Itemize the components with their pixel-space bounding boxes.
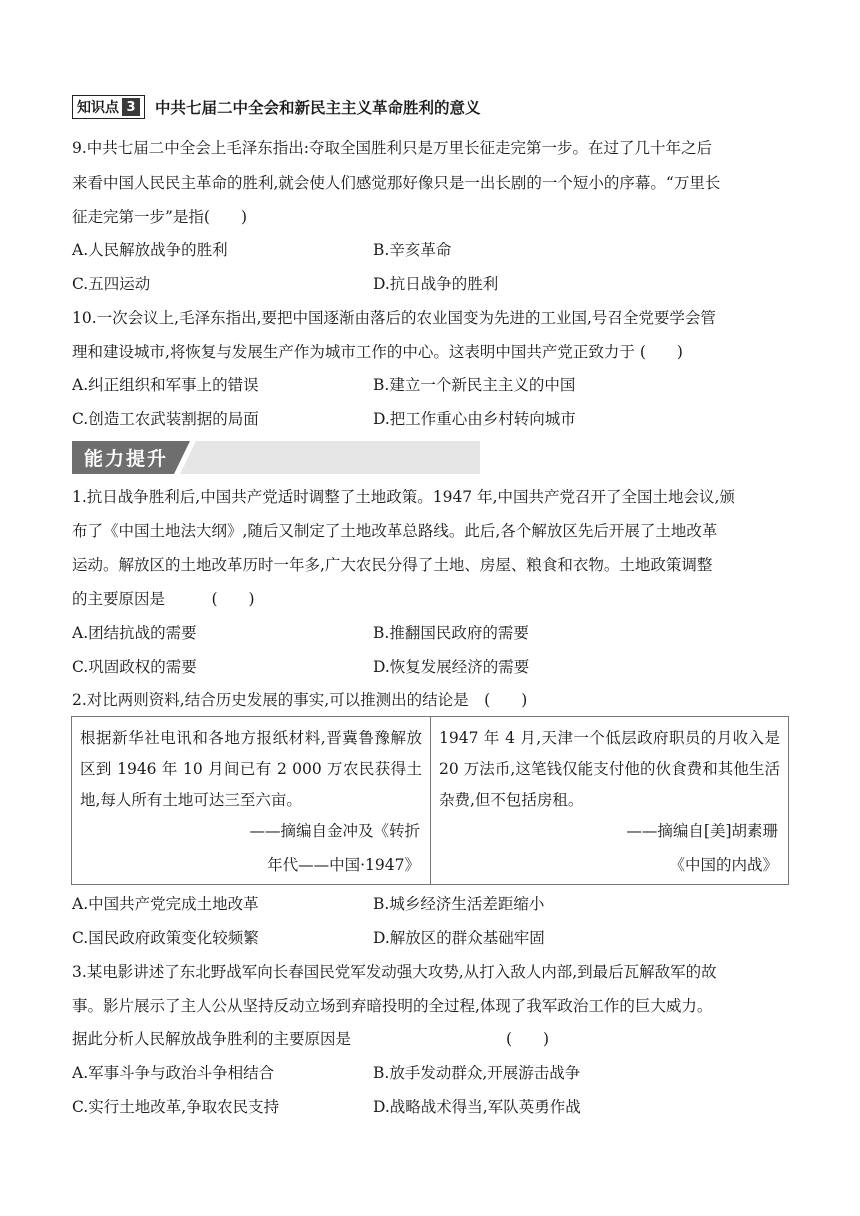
q10-option-d[interactable]: D.把工作重心由乡村转向城市 [373,410,576,428]
section-title: 能力提升 [84,448,169,470]
knowledge-point-badge [72,95,145,119]
knowledge-point-badge-label: 知识点 [77,100,119,116]
p1-option-d[interactable]: D.恢复发展经济的需要 [373,658,530,676]
p2-option-d[interactable]: D.解放区的群众基础牢固 [373,929,545,947]
q9-option-d[interactable]: D.抗日战争的胜利 [373,275,499,293]
p3-option-b[interactable]: B.放手发动群众,开展游击战争 [373,1064,581,1082]
p1-stem-line-3: 运动。解放区的土地改革历时一年多,广大农民分得了土地、房屋、粮食和衣物。土地政策调整 [72,556,713,574]
knowledge-point-header [72,95,481,119]
p2-option-c[interactable]: C.国民政府政策变化较频繁 [72,929,259,947]
q10-stem-line-2: 理和建设城市,将恢复与发展生产作为城市工作的中心。这表明中国共产党正致力于 ( ) [72,343,683,361]
source-material-table [71,716,789,885]
p1-stem-line-4: 的主要原因是 ( ) [72,590,255,608]
q9-stem-line-1: 9.中共七届二中全会上毛泽东指出:夺取全国胜利只是万里长征走完第一步。在过了几十年之后 [72,139,713,157]
source-material-right [430,717,788,884]
p1-stem-line-1: 1.抗日战争胜利后,中国共产党适时调整了土地政策。1947 年,中国共产党召开了全国土地会议,颁 [72,488,735,506]
q9-option-a[interactable]: A.人民解放战争的胜利 [72,241,228,259]
p3-option-d[interactable]: D.战略战术得当,军队英勇作战 [373,1098,581,1116]
p3-stem-line-2: 事。影片展示了主人公从坚持反动立场到弃暗投明的全过程,体现了我军政治工作的巨大威力。 [72,997,713,1015]
q9-option-b[interactable]: B.辛亥革命 [373,241,452,259]
q9-stem-line-2: 来看中国人民民主革命的胜利,就会使人们感觉那好像只是一出长剧的一个短小的序幕。“万里长 [72,174,721,192]
p1-stem-line-2: 布了《中国土地法大纲》,随后又制定了土地改革总路线。此后,各个解放区先后开展了土地改革 [72,522,718,540]
p1-option-a[interactable]: A.团结抗战的需要 [72,624,197,642]
p3-option-a[interactable]: A.军事斗争与政治斗争相结合 [72,1064,275,1082]
p3-stem-line-1: 3.某电影讲述了东北野战军向长春国民党军发动强大攻势,从打入敌人内部,到最后瓦解敌军的故 [72,963,717,981]
knowledge-point-title: 中共七届二中全会和新民主主义革命胜利的意义 [155,99,481,117]
q10-option-a[interactable]: A.纠正组织和军事上的错误 [72,376,259,394]
q9-option-c[interactable]: C.五四运动 [72,275,151,293]
source-material-left [72,717,430,884]
p1-option-b[interactable]: B.推翻国民政府的需要 [373,624,529,642]
q10-option-c[interactable]: C.创造工农武装割据的局面 [72,410,259,428]
p2-stem: 2.对比两则资料,结合历史发展的事实,可以推测出的结论是 ( ) [72,691,528,709]
source-right-attribution-2: 《中国的内战》 [669,856,778,874]
source-left-attribution-1: ——摘编自金冲及《转折 [249,822,420,840]
p2-option-b[interactable]: B.城乡经济生活差距缩小 [373,895,545,913]
section-banner [72,441,480,474]
p3-stem-line-3: 据此分析人民解放战争胜利的主要原因是 ( ) [72,1030,550,1048]
source-right-text: 1947 年 4 月,天津一个低层政府职员的月收入是 20 万法币,这笔钱仅能支付他的伙食费和其他生活杂费,但不包括房租。 [439,729,780,809]
q10-option-b[interactable]: B.建立一个新民主主义的中国 [373,376,576,394]
q9-stem-line-3: 征走完第一步”是指( ) [72,208,248,226]
source-right-attribution-1: ——摘编自[美]胡素珊 [626,822,778,840]
q10-stem-line-1: 10.一次会议上,毛泽东指出,要把中国逐渐由落后的农业国变为先进的工业国,号召全党要学会管 [72,309,716,327]
source-left-text: 根据新华社电讯和各地方报纸材料,晋冀鲁豫解放区到 1946 年 10 月间已有 2 000 万农民获得土地,每人所有土地可达三至六亩。 [80,729,422,809]
knowledge-point-number: 3 [122,98,140,116]
p3-option-c[interactable]: C.实行土地改革,争取农民支持 [72,1098,280,1116]
source-left-attribution-2: 年代——中国·1947》 [267,856,420,874]
p1-option-c[interactable]: C.巩固政权的需要 [72,658,197,676]
p2-option-a[interactable]: A.中国共产党完成土地改革 [72,895,259,913]
